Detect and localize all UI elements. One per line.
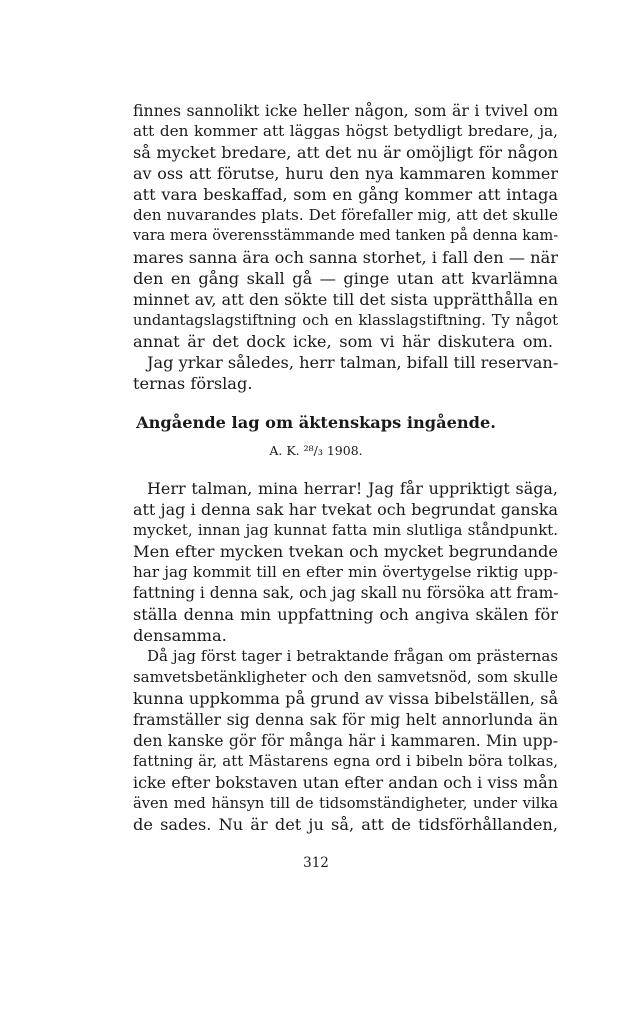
text-line: ställa denna min uppfattning och angiva skälen för [133, 605, 558, 624]
text-line: fattning i denna sak, och jag skall nu försöka att fram- [133, 584, 559, 602]
text-line: densamma. [133, 626, 227, 645]
text-line: undantagslagstiftning och en klasslagstiftning. Ty något [133, 312, 558, 329]
text-line: Då jag först tager i betraktande frågan om prästernas [147, 647, 558, 665]
text-line: kunna uppkomma på grund av vissa bibelställen, så [133, 689, 559, 708]
section-date: A. K. ²⁸/₃ 1908. [269, 443, 363, 458]
text-line: samvetsbetänkligheter och den samvetsnöd, som skulle [133, 668, 558, 686]
text-line: minnet av, att den sökte till det sista upprätthålla en [133, 290, 558, 309]
text-line: Jag yrkar således, herr talman, bifall till reservan- [147, 353, 559, 372]
text-line: den en gång skall gå — ginge utan att kvarlämna [133, 269, 558, 288]
text-line: den kanske gör för många här i kammaren. Min upp- [133, 731, 558, 750]
text-line: även med hänsyn till de tidsomständigheter, under vilka [133, 795, 558, 812]
text-line: av oss att förutse, huru den nya kammaren kommer [133, 164, 558, 183]
text-line: ternas förslag. [133, 374, 253, 393]
text-line: den nuvarandes plats. Det förefaller mig, att det skulle [133, 206, 558, 224]
text-line: finnes sannolikt icke heller någon, som är i tvivel om [133, 101, 558, 120]
text-line: vara mera överensstämmande med tanken på denna kam- [133, 228, 559, 244]
text-line: så mycket bredare, att det nu är omöjligt för någon [133, 143, 558, 162]
text-line: Herr talman, mina herrar! Jag får uppriktigt säga, [147, 479, 558, 498]
text-line: icke efter bokstaven utan efter andan och i viss mån [133, 773, 558, 792]
text-line: annat är det dock icke, som vi här diskutera om. [133, 332, 553, 351]
text-line: Men efter mycken tvekan och mycket begrundande [133, 542, 558, 561]
text-line: mares sanna ära och sanna storhet, i fall den — när [133, 248, 558, 267]
text-line: framställer sig denna sak för mig helt annorlunda än [133, 710, 558, 729]
text-line: att den kommer att läggas högst betydligt bredare, ja, [133, 122, 558, 140]
text-line: fattning är, att Mästarens egna ord i bibeln böra tolkas, [133, 752, 558, 770]
text-line: att jag i denna sak har tvekat och begrundat ganska [133, 500, 558, 519]
text-line: mycket, innan jag kunnat fatta min slutliga ståndpunkt. [133, 521, 558, 539]
page-number: 312 [303, 855, 329, 871]
text-line: har jag kommit till en efter min övertygelse riktig upp- [133, 563, 558, 581]
text-line: att vara beskaffad, som en gång kommer att intaga [133, 185, 558, 204]
text-line: de sades. Nu är det ju så, att de tidsförhållanden, [133, 815, 558, 834]
section-heading: Angående lag om äktenskaps ingående. [136, 413, 496, 432]
